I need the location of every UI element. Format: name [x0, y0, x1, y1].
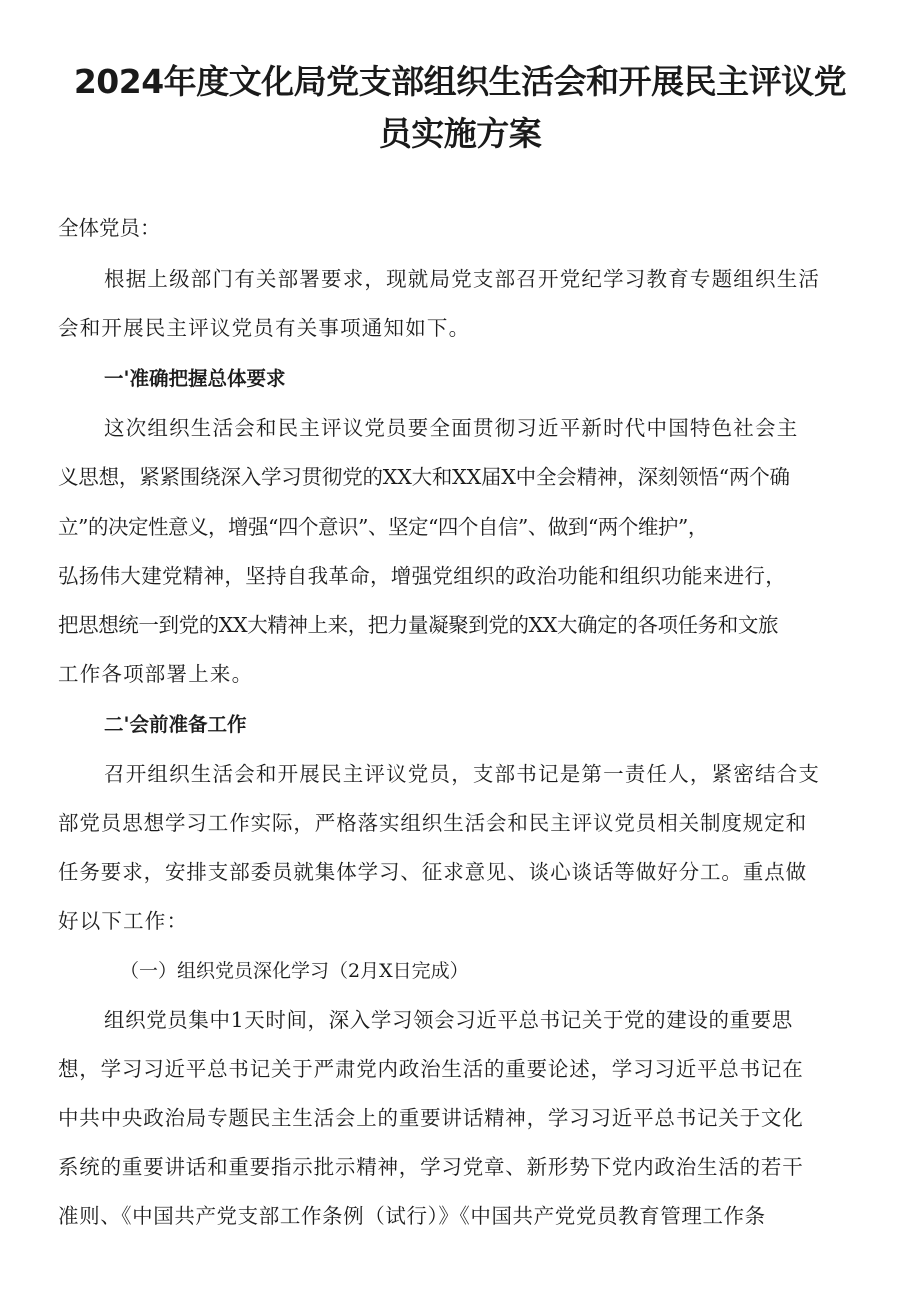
paragraph-line: 义思想，紧紧围绕深入学习贯彻党的XX大和XX届X中全会精神，深刻领悟“两个确 — [58, 465, 790, 489]
subsection-heading-1: （一）组织党员深化学习（2月X日完成） — [120, 960, 469, 982]
document-title-line-1: 2024年度文化局党支部组织生活会和开展民主评议党 — [73, 62, 847, 101]
paragraph-line: 中共中央政治局专题民主生活会上的重要讲话精神，学习习近平总书记关于文化 — [58, 1106, 804, 1130]
paragraph-line: 这次组织生活会和民主评议党员要全面贯彻习近平新时代中国特色社会主 — [104, 416, 799, 440]
paragraph-line: 根据上级部门有关部署要求，现就局党支部召开党纪学习教育专题组织生活 — [104, 267, 821, 291]
salutation: 全体党员： — [58, 216, 161, 240]
paragraph-line: 工作各项部署上来。 — [58, 662, 254, 686]
section-heading-2: 二'会前准备工作 — [104, 713, 247, 736]
paragraph-line: 准则、《中国共产党支部工作条例（试行）》《中国共产党党员教育管理工作条 — [58, 1204, 766, 1228]
paragraph-line: 好以下工作： — [58, 909, 189, 933]
paragraph-line: 想，学习习近平总书记关于严肃党内政治生活的重要论述，学习习近平总书记在 — [58, 1057, 804, 1081]
section-heading-1: 一'准确把握总体要求 — [104, 367, 286, 390]
paragraph-line: 立”的决定性意义，增强“四个意识”、坚定“四个自信”、做到“两个维护”， — [58, 515, 708, 539]
paragraph-line: 把思想统一到党的XX大精神上来，把力量凝聚到党的XX大确定的各项任务和文旅 — [58, 613, 779, 637]
paragraph-line: 召开组织生活会和开展民主评议党员，支部书记是第一责任人，紧密结合支 — [104, 762, 821, 786]
paragraph-line: 弘扬伟大建党精神，坚持自我革命，增强党组织的政治功能和组织功能来进行， — [58, 564, 786, 588]
document-title-line-2: 员实施方案 — [378, 114, 542, 153]
paragraph-line: 组织党员集中1天时间，深入学习领会习近平总书记关于党的建设的重要思 — [104, 1008, 793, 1032]
paragraph-line: 任务要求，安排支部委员就集体学习、征求意见、谈心谈话等做好分工。重点做 — [58, 860, 807, 884]
paragraph-line: 会和开展民主评议党员有关事项通知如下。 — [58, 316, 471, 340]
paragraph-line: 系统的重要讲话和重要指示批示精神，学习党章、新形势下党内政治生活的若干 — [58, 1155, 804, 1179]
paragraph-line: 部党员思想学习工作实际，严格落实组织生活会和民主评议党员相关制度规定和 — [58, 811, 807, 835]
